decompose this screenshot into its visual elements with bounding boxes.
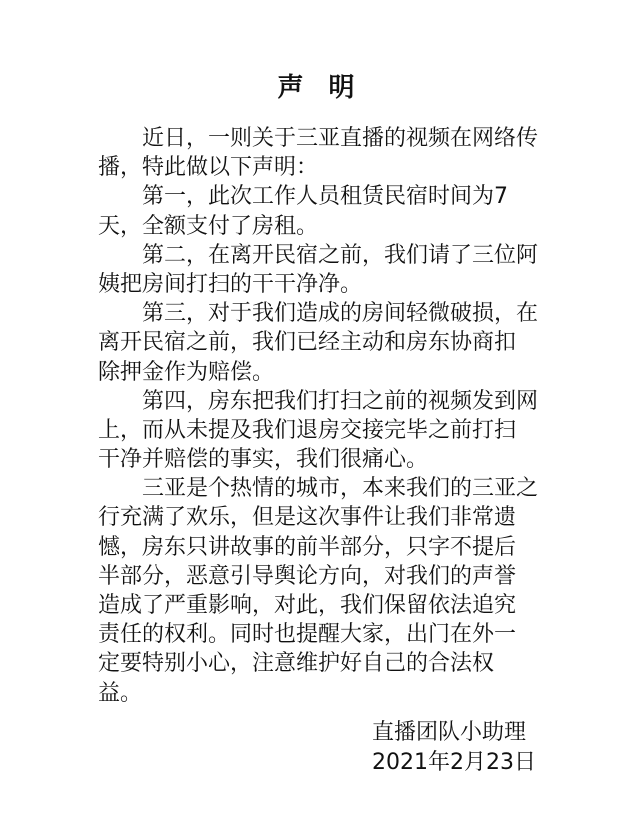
paragraph-line: 造成了严重影响，对此，我们保留依法追究 [98,593,517,618]
statement-body [98,124,548,708]
paragraph-line: 半部分，恶意引导舆论方向，对我们的声誉 [98,563,517,589]
paragraph-line: 定要特别小心，注意维护好自己的合法权 [98,651,495,677]
signature-date: 2021年2月23日 [372,750,536,775]
paragraph-line: 近日，一则关于三亚直播的视频在网络传 [142,126,539,151]
signature-name: 直播团队小助理 [372,720,527,745]
paragraph-line: 益。 [98,680,143,706]
page-title: 声 明 [277,73,363,103]
paragraph-line: 播，特此做以下声明： [98,155,319,181]
paragraph-line: 第二，在离开民宿之前，我们请了三位阿 [142,242,539,268]
paragraph-line: 上，而从未提及我们退房交接完毕之前打扫 [98,417,517,443]
paragraph-line: 第一，此次工作人员租赁民宿时间为7 [142,184,508,210]
signature-block [372,718,536,778]
paragraph-line: 三亚是个热情的城市，本来我们的三亚之 [142,476,539,502]
paragraph-line: 干净并赔偿的事实，我们很痛心。 [98,447,429,473]
paragraph-line: 行充满了欢乐，但是这次事件让我们非常遗 [98,505,517,531]
paragraph-line: 天，全额支付了房租。 [98,213,319,239]
paragraph-line: 除押金作为赔偿。 [98,359,275,385]
paragraph-line: 第四，房东把我们打扫之前的视频发到网 [142,388,539,414]
paragraph-line: 离开民宿之前，我们已经主动和房东协商扣 [98,330,517,356]
paragraph-line: 责任的权利。同时也提醒大家，出门在外一 [98,622,517,648]
paragraph-line: 姨把房间打扫的干干净净。 [98,271,363,297]
paragraph-line: 憾，房东只讲故事的前半部分，只字不提后 [98,534,517,560]
paragraph-line: 第三，对于我们造成的房间轻微破损，在 [142,301,539,327]
